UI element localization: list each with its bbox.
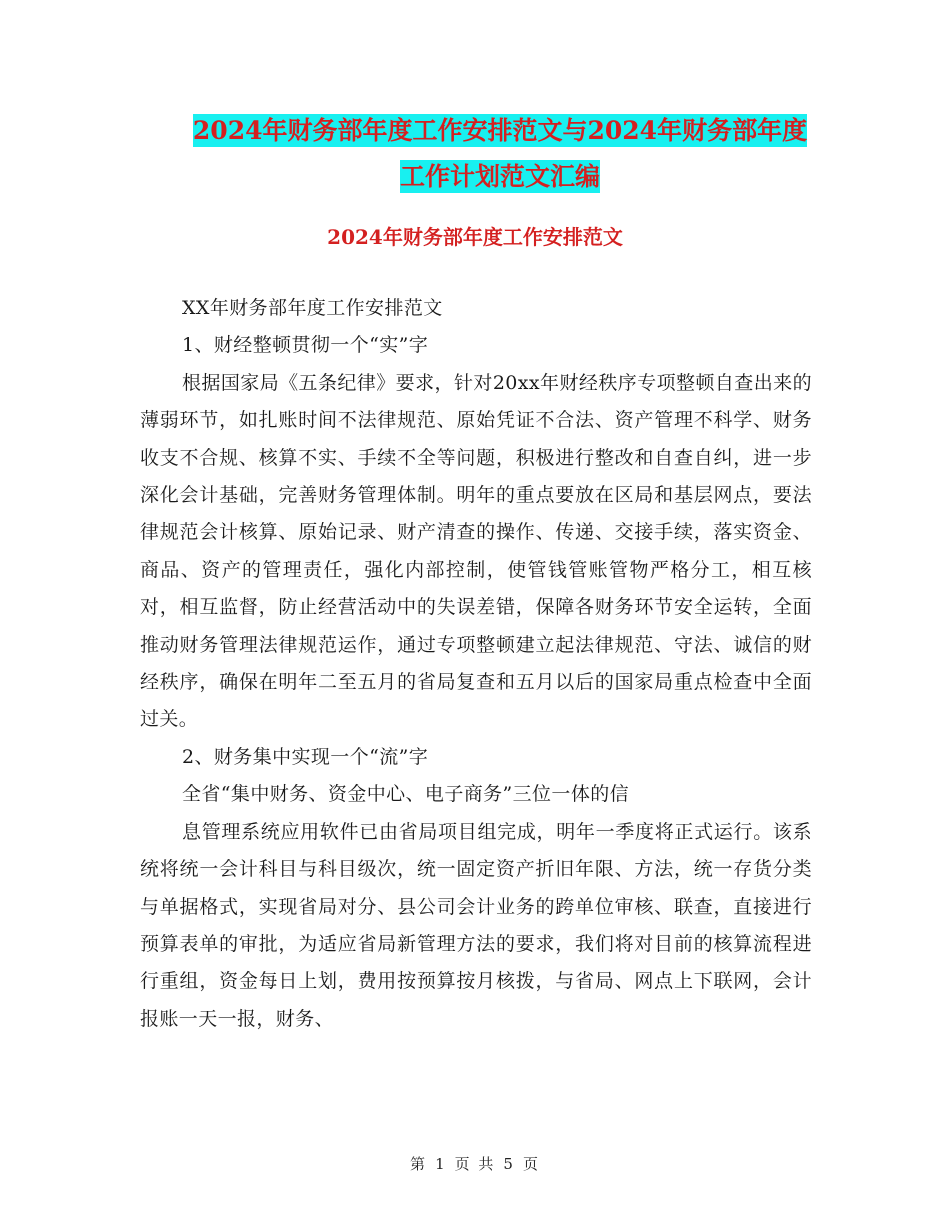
footer-suffix: 页: [522, 1155, 540, 1173]
footer-page-number: 1: [435, 1155, 447, 1173]
paragraph-item-1-body: 根据国家局《五条纪律》要求，针对20xx年财经秩序专项整顿自查出来的薄弱环节，如扎账时间不法律规范、原始凭证不合法、资产管理不科学、财务收支不合规、核算不实、手续不全等问题，积极进行整改和自查自纠，进一步深化会计基础，完善财务管理体制。明年的重点要放在区局和基层网点，要法律规范会计核算、原始记录、财产清查的操作、传递、交接手续，落实资金、商品、资产的管理责任，强化内部控制，使管钱管账管物严格分工，相互核对，相互监督，防止经营活动中的失误差错，保障各财务环节安全运转，全面推动财务管理法律规范运作，通过专项整顿建立起法律规范、守法、诚信的财经秩序，确保在明年二至五月的省局复查和五月以后的国家局重点检查中全面过关。: [140, 371, 812, 731]
document-title: [140, 108, 860, 200]
paragraph-item-1-heading: 1、财经整顿贯彻一个“实”字: [182, 334, 429, 357]
section-title: 2024年财务部年度工作安排范文: [327, 225, 623, 249]
page-footer: [0, 1153, 950, 1174]
document-title-line-2: 工作计划范文汇编: [399, 162, 600, 191]
paragraph-heading: XX年财务部年度工作安排范文: [182, 297, 443, 319]
footer-prefix: 第: [410, 1155, 428, 1173]
paragraph-item-2-heading: 2、财务集中实现一个“流”字: [182, 745, 429, 768]
paragraph-item-2-intro: 全省“集中财务、资金中心、电子商务”三位一体的信: [182, 783, 630, 806]
footer-middle: 页 共: [454, 1155, 496, 1173]
paragraph-item-2-body: 息管理系统应用软件已由省局项目组完成，明年一季度将正式运行。该系统将统一会计科目与科目级次，统一固定资产折旧年限、方法，统一存货分类与单据格式，实现省局对分、县公司会计业务的跨单位审核、联查，直接进行预算表单的审批，为适应省局新管理方法的要求，我们将对目前的核算流程进行重组，资金每日上划，费用按预算按月核拨，与省局、网点上下联网，会计报账一天一报，财务、: [140, 820, 812, 1030]
footer-total-pages: 5: [503, 1155, 515, 1173]
document-body: [140, 290, 812, 1038]
document-title-line-1: 2024年财务部年度工作安排范文与2024年财务部年度: [192, 116, 808, 145]
